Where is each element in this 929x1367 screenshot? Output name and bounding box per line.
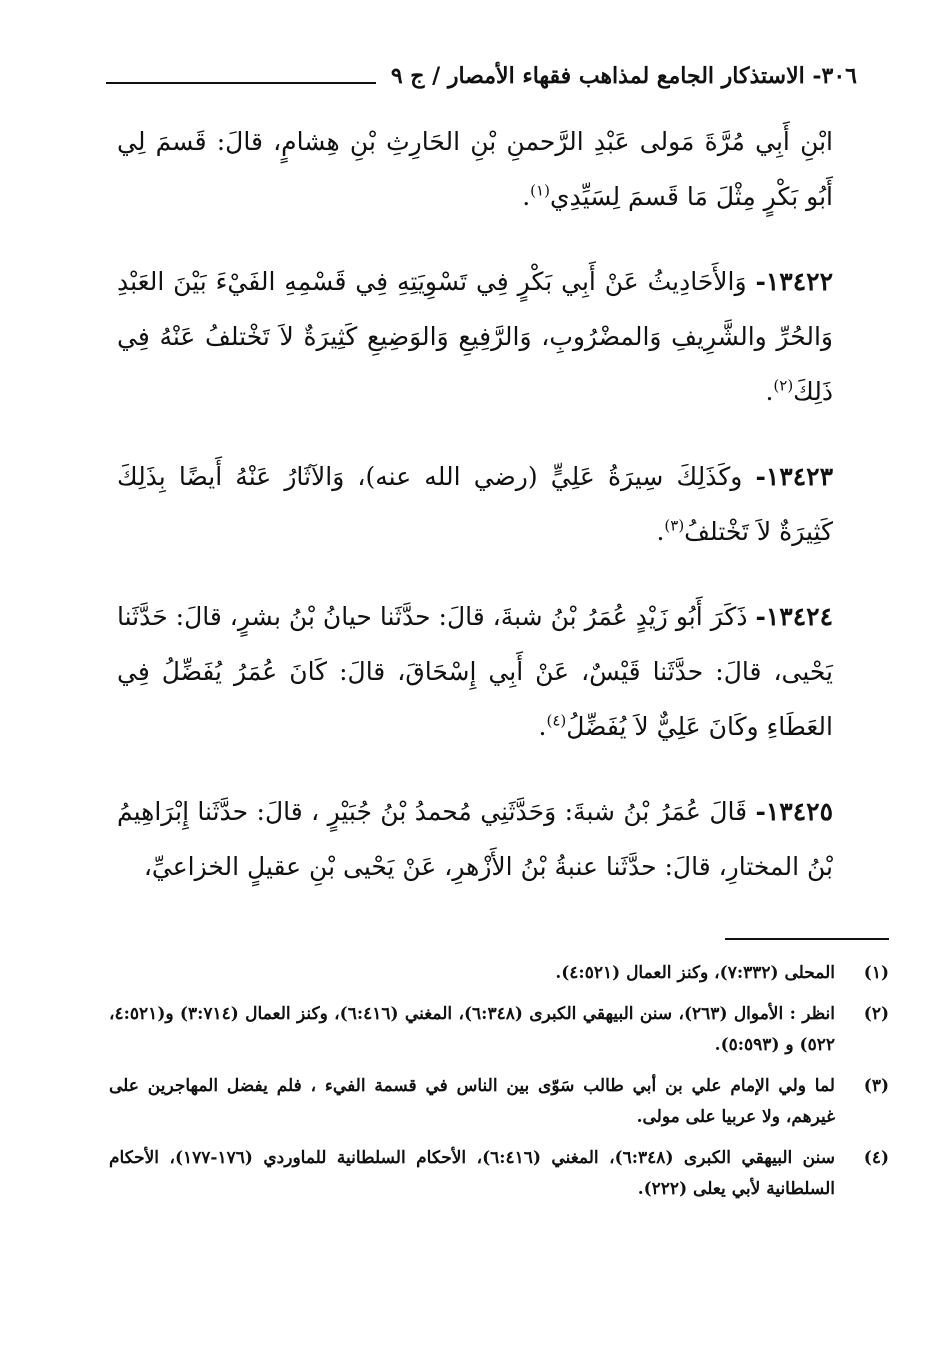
footnote-number: (١) [863,963,889,983]
header-rule [106,82,376,84]
footnote-text: انظر : الأموال (٢٦٣)، سنن البيهقي الكبرى (٦:٣٤٨)، المغني (٦:٤١٦)، وكنز العمال (٣:٧١٤) و(٤:٥٢١، ٥٢٢) و (٥:٥٩٣). [109,1004,835,1055]
paragraph-13424: ١٣٤٢٤- ذَكَرَ أَبُو زَيْدٍ عُمَرُ بْنُ شبةَ، قالَ: حدَّثَنا حيانُ بْنُ بشرٍ، قالَ: حَدَّثَنا يَحْيى، قالَ: حدَّثَنا قَيْسٌ، عَنْ أَبِي إِسْحَاقَ، قالَ: كَانَ عُمَرُ يُفَضِّلُ فِي العَطَاءِ وكَانَ عَلِيٌّ لاَ يُفَضِّلُ$^{(٤)}$. [117,602,833,741]
paragraph-continuation: ابْنِ أَبِي مُرَّةَ مَولى عَبْدِ الرَّحمنِ بْنِ الحَارِثِ بْنِ هِشامٍ، قالَ: قَسمَ لِي أَبُو بَكْرٍ مِثْلَ مَا قَسمَ لِسَيِّدِي$^{(١)}$. [117,127,833,211]
footnote-text: لما ولي الإمام علي بن أبي طالب سَوّى بين الناس في قسمة الفيء ، فلم يفضل المهاجرين على غيرهم، ولا عربيا على مولى. [109,1076,835,1127]
footnote-number: (٢) [863,1004,889,1024]
running-header-text: ٣٠٦- الاستذكار الجامع لمذاهب فقهاء الأمصار / ج ٩ [390,63,857,89]
footnote-ref: (٤) [546,711,567,730]
paragraph-number: ١٣٤٢٣- [755,462,833,491]
footnote-rule [725,938,889,940]
footnote-4 [109,1143,889,1205]
footnotes [109,958,889,1215]
footnote-ref: (٣) [664,516,685,535]
footnote-text: سنن البيهقي الكبرى (٦:٣٤٨)، المغني (٦:٤١٦)، الأحكام السلطانية للماوردي (١٧٦-١٧٧)، الأحكام السلطانية لأبي يعلى (٢٢٢). [109,1148,835,1199]
footnote-3 [109,1071,889,1133]
footnote-text: المحلى (٧:٣٣٢)، وكنز العمال (٤:٥٢١). [555,963,835,983]
footnote-ref: (١) [530,181,550,200]
paragraph-text: وكَذَلِكَ سِيرَةُ عَلِيٍّ (رضي الله عنه)، وَالآثَارُ عَنْهُ أَيضًا بِذَلِكَ كَثِيرَةٌ لاَ تَخْتلفُ [117,462,833,546]
footnote-1 [109,958,889,989]
paragraph-13425 [117,784,833,894]
footnote-ref: (٢) [773,376,794,395]
paragraph-text: وَالأَحَادِيثُ عَنْ أَبِي بَكْرٍ فِي تَسْوِيَتِهِ فِي قَسْمِهِ الفَيْءَ بَيْنَ العَبْدِ وَالحُرِّ والشَّرِيفِ وَالمضْرُوبِ، وَالرَّفِيعِ وَالوَضِيعِ كَثِيرَةٌ لاَ تَخْتلفُ عَنْهُ فِي ذَلِكَ [117,267,833,406]
paragraph-13423: ١٣٤٢٣- وكَذَلِكَ سِيرَةُ عَلِيٍّ (رضي الله عنه)، وَالآثَارُ عَنْهُ أَيضًا بِذَلِكَ كَثِيرَةٌ لاَ تَخْتلفُ$^{(٣)}$. [117,462,833,546]
main-text [117,114,833,894]
running-header [297,56,857,96]
paragraph-13422: ١٣٤٢٢- وَالأَحَادِيثُ عَنْ أَبِي بَكْرٍ فِي تَسْوِيَتِهِ فِي قَسْمِهِ الفَيْءَ بَيْنَ العَبْدِ وَالحُرِّ والشَّرِيفِ وَالمضْرُوبِ، وَالرَّفِيعِ وَالوَضِيعِ كَثِيرَةٌ لاَ تَخْتلفُ عَنْهُ فِي ذَلِكَ$^{(٢)}$. [117,267,834,406]
paragraph-number: ١٣٤٢٤- [755,602,833,631]
paragraph-text: ذَكَرَ أَبُو زَيْدٍ عُمَرُ بْنُ شبةَ، قالَ: حدَّثَنا حيانُ بْنُ بشرٍ، قالَ: حَدَّثَنا يَحْيى، قالَ: حدَّثَنا قَيْسٌ، عَنْ أَبِي إِسْحَاقَ، قالَ: كَانَ عُمَرُ يُفَضِّلُ فِي العَطَاءِ وكَانَ عَلِيٌّ لاَ يُفَضِّلُ [117,602,833,741]
paragraph-number: ١٣٤٢٥- [755,797,834,826]
paragraph-text: ابْنِ أَبِي مُرَّةَ مَولى عَبْدِ الرَّحمنِ بْنِ الحَارِثِ بْنِ هِشامٍ، قالَ: قَسمَ لِي أَبُو بَكْرٍ مِثْلَ مَا قَسمَ لِسَيِّدِي [117,127,833,211]
paragraph-text: قَالَ عُمَرُ بْنُ شبةَ: وَحَدَّثَنِي مُحمدُ بْنُ جُبَيْرٍ ، قالَ: حدَّثَنا إِبْرَاهِيمُ بْنُ المختارِ، قالَ: حدَّثَنا عنبةُ بْنُ الأَزْهرِ، عَنْ يَحْيى بْنِ عقيلٍ الخزاعيِّ، [117,797,833,881]
paragraph-number: ١٣٤٢٢- [755,267,834,296]
footnote-2 [109,999,889,1061]
footnote-number: (٤) [863,1148,889,1168]
footnote-number: (٣) [863,1076,889,1096]
